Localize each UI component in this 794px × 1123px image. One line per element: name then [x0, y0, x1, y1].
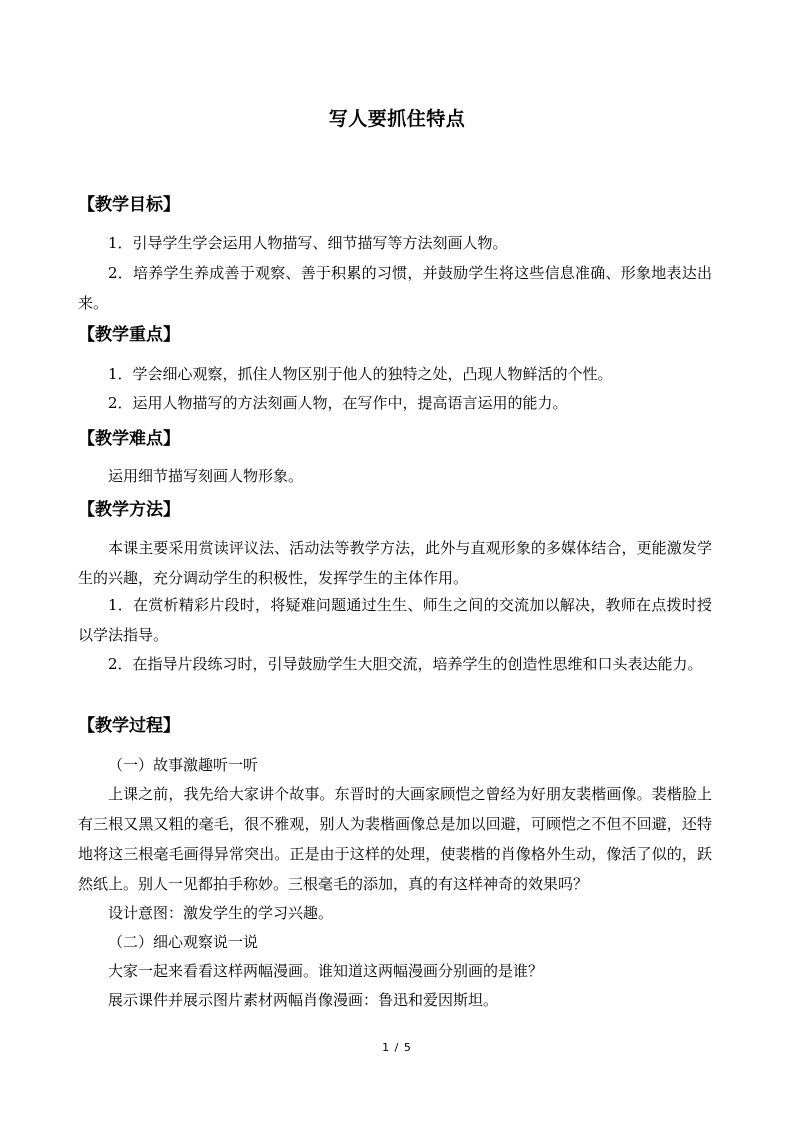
paragraph-look-comics: 大家一起来看看这样两幅漫画。谁知道这两幅漫画分别画的是谁？ — [108, 962, 544, 980]
paragraph-method-2: 2．在指导片段练习时，引导鼓励学生大胆交流，培养学生的创造性思维和口头表达能力。 — [108, 655, 703, 673]
paragraph-key-2: 2．运用人物描写的方法刻画人物，在写作中，提高语言运用的能力。 — [108, 394, 568, 412]
heading-teaching-process: 【教学过程】 — [78, 716, 180, 736]
paragraph-show-courseware: 展示课件并展示图片素材两幅肖像漫画：鲁迅和爱因斯坦。 — [108, 991, 499, 1009]
heading-teaching-goals: 【教学目标】 — [78, 195, 180, 215]
page-number: 1 / 5 — [382, 1041, 412, 1054]
paragraph-goal-1: 1．引导学生学会运用人物描写、细节描写等方法刻画人物。 — [108, 234, 508, 252]
paragraph-method-1: 1．在赏析精彩片段时，将疑难问题通过生生、师生之间的交流加以解决，教师在点拨时授以学法指导。 — [78, 596, 712, 644]
subheading-step-1: （一）故事激趣听一听 — [108, 756, 259, 774]
paragraph-goal-2: 2．培养学生养成善于观察、善于积累的习惯，并鼓励学生将这些信息准确、形象地表达出来。 — [78, 264, 712, 312]
subheading-step-2: （二）细心观察说一说 — [108, 933, 259, 951]
heading-teaching-method: 【教学方法】 — [78, 500, 180, 520]
heading-teaching-difficulty: 【教学难点】 — [78, 429, 180, 449]
paragraph-design-intent: 设计意图：激发学生的学习兴趣。 — [108, 904, 334, 922]
document-title: 写人要抓住特点 — [328, 108, 466, 130]
paragraph-difficulty-1: 运用细节描写刻画人物形象。 — [108, 467, 304, 485]
paragraph-story: 上课之前，我先给大家讲个故事。东晋时的大画家顾恺之曾经为好朋友裴楷画像。裴楷脸上有三根又黑又粗的毫毛，很不雅观，别人为裴楷画像总是加以回避，可顾恺之不但不回避，还特地将这三根毫毛画得异常突出。正是由于这样的处理，使裴楷的肖像格外生动，像活了似的，跃然纸上。别人一见都拍手称妙。三根毫毛的添加，真的有这样神奇的效果吗？ — [78, 785, 712, 893]
paragraph-method-intro: 本课主要采用赏读评议法、活动法等教学方法，此外与直观形象的多媒体结合，更能激发学生的兴趣，充分调动学生的积极性，发挥学生的主体作用。 — [78, 539, 712, 587]
heading-teaching-key-points: 【教学重点】 — [78, 325, 180, 345]
paragraph-key-1: 1．学会细心观察，抓住人物区别于他人的独特之处，凸现人物鲜活的个性。 — [108, 365, 613, 383]
